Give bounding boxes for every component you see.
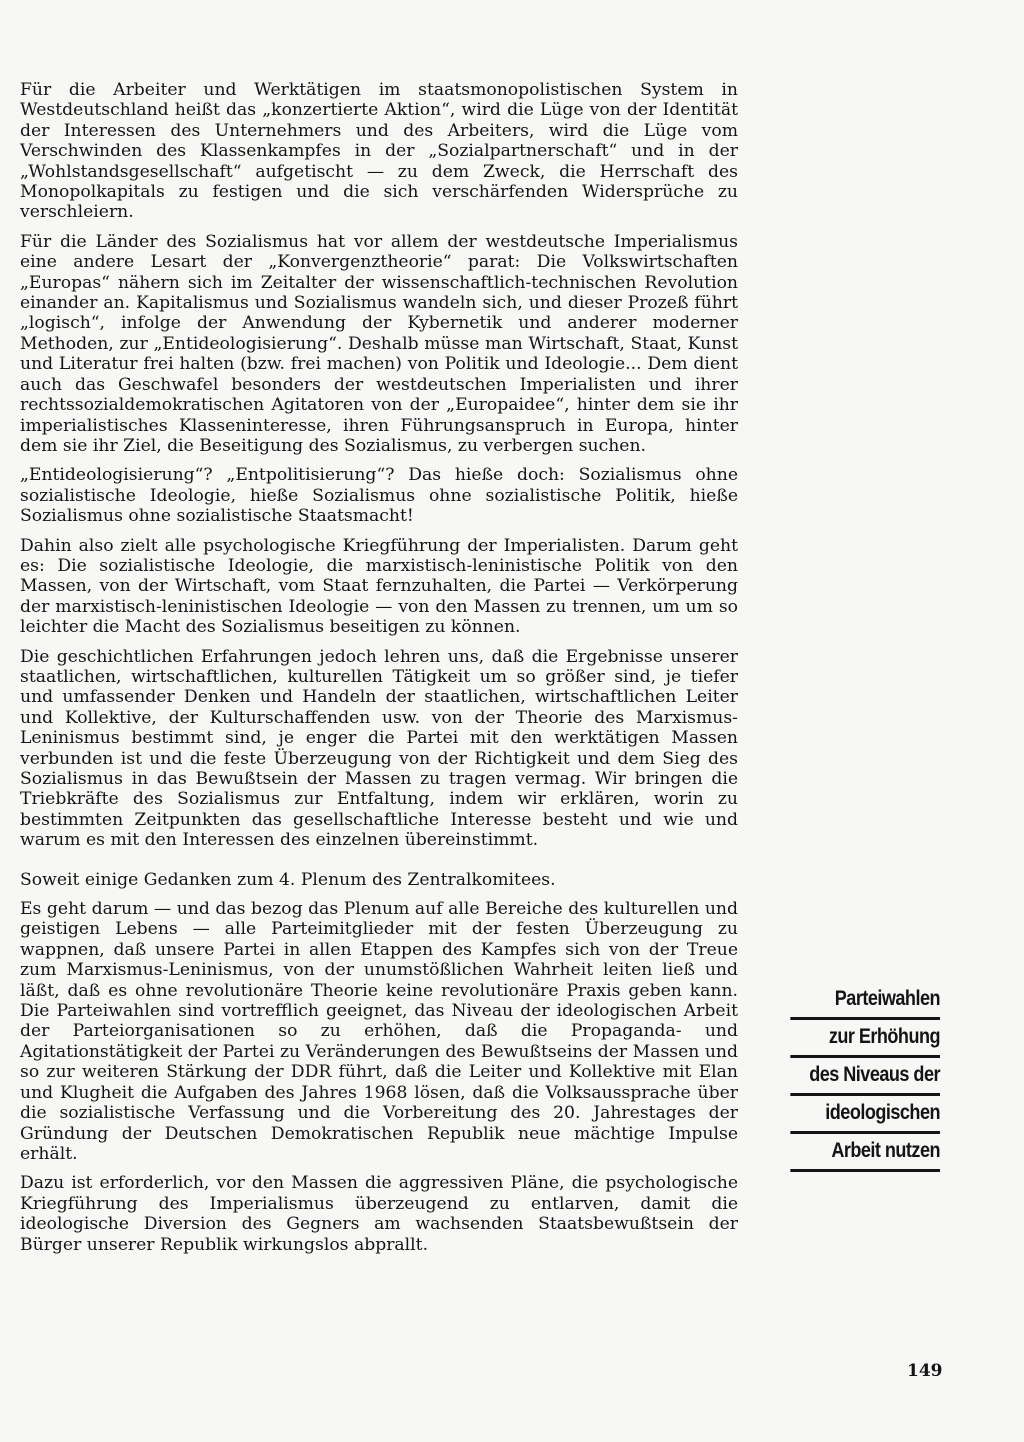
paragraph-5: Die geschichtlichen Erfahrungen jedoch lehren uns, daß die Ergebnisse unserer staatlichen, wirtschaftlichen, kulturellen Tätigkeit um so größer sind, je tiefer und umfassender Denken und Handeln der staatlichen, wirtschaftlichen Leiter und Kollektive, der Kulturschaffenden usw. von der Theorie des Marxismus-Leninismus bestimmt sind, je enger die Partei mit den werktätigen Massen verbunden ist und die feste Überzeugung von der Richtigkeit und dem Sieg des Sozialismus in das Bewußtsein der Massen zu tragen vermag. Wir bringen die Triebkräfte des Sozialismus zur Entfaltung, indem wir erklären, worin zu bestimmten Zeitpunkten das gesellschaftliche Interesse besteht und wie und warum es mit den Interessen des einzelnen übereinstimmt. bbox=[20, 646, 738, 851]
margin-heading-line-5: Arbeit nutzen bbox=[790, 1138, 940, 1172]
margin-heading-line-2: zur Erhöhung bbox=[790, 1024, 940, 1058]
body-text bbox=[20, 80, 738, 1264]
margin-heading-line-1: Parteiwahlen bbox=[790, 986, 940, 1020]
paragraph-8: Dazu ist erforderlich, vor den Massen die aggressiven Pläne, die psychologische Kriegführung des Imperialismus überzeugend zu entlarven, damit die ideologische Diversion des Gegners am wachsenden Staatsbewußtsein der Bürger unserer Republik wirkungslos abprallt. bbox=[20, 1173, 738, 1255]
margin-heading-line-3: des Niveaus der bbox=[790, 1062, 940, 1096]
paragraph-7: Es geht darum — und das bezog das Plenum auf alle Bereiche des kulturellen und geistigen Lebens — alle Parteimitglieder mit der festen Überzeugung zu wappnen, daß unsere Partei in allen Etappen des Kampfes sich von der Treue zum Marxismus-Leninismus, von der unumstößlichen Wahrheit leiten ließ und läßt, daß es ohne revolutionäre Theorie keine revolutionäre Praxis geben kann. Die Parteiwahlen sind vortrefflich geeignet, das Niveau der ideologischen Arbeit der Parteiorganisationen so zu erhöhen, daß die Propaganda- und Agitationstätigkeit der Partei zu Veränderungen des Bewußtseins der Massen und so zur weiteren Stärkung der DDR führt, daß die Leiter und Kollektive mit Elan und Klugheit die Aufgaben des Jahres 1968 lösen, daß die Volksaussprache über die sozialistische Verfassung und die Vorbereitung des 20. Jahrestages der Gründung der Deutschen Demokratischen Republik neue mächtige Impulse erhält. bbox=[20, 899, 738, 1164]
margin-heading-line-4: ideologischen bbox=[790, 1100, 940, 1134]
paragraph-2: Für die Länder des Sozialismus hat vor allem der westdeutsche Imperialismus eine andere Lesart der „Konvergenztheorie“ parat: Die Volkswirtschaften „Europas“ nähern sich im Zeitalter der wissenschaftlich-technischen Revolution einander an. Kapitalismus und Sozialismus wandeln sich, und dieser Prozeß führt „logisch“, infolge der Anwendung der Kybernetik und anderer moderner Methoden, zur „Entideologisierung“. Deshalb müsse man Wirtschaft, Staat, Kunst und Literatur frei halten (bzw. frei machen) von Politik und Ideologie... Dem dient auch das Geschwafel besonders der westdeutschen Imperialisten und ihrer rechtssozialdemokratischen Agitatoren von der „Europaidee“, hinter dem sie ihr imperialistisches Klasseninteresse, ihren Führungsanspruch in Europa, hinter dem sie ihr Ziel, die Beseitigung des Sozialismus, zu verbergen suchen. bbox=[20, 231, 738, 456]
paragraph-4: Dahin also zielt alle psychologische Kriegführung der Imperialisten. Darum geht es: Die sozialistische Ideologie, die marxistisch-leninistische Politik von den Massen, von der Wirtschaft, vom Staat fernzuhalten, die Partei — Verkörperung der marxistisch-leninistischen Ideologie — von den Massen zu trennen, um um so leichter die Macht des Sozialismus beseitigen zu können. bbox=[20, 535, 738, 638]
page-number: 149 bbox=[907, 1361, 943, 1381]
paragraph-6: Soweit einige Gedanken zum 4. Plenum des Zentralkomitees. bbox=[20, 869, 556, 890]
margin-heading bbox=[790, 986, 940, 1176]
paragraph-3: „Entideologisierung“? „Entpolitisierung“? Das hieße doch: Sozialismus ohne sozialistische Ideologie, hieße Sozialismus ohne sozialistische Politik, hieße Sozialismus ohne sozialistische Staatsmacht! bbox=[20, 465, 738, 527]
paragraph-1: Für die Arbeiter und Werktätigen im staatsmonopolistischen System in Westdeutschland heißt das „konzertierte Aktion“, wird die Lüge von der Identität der Interessen des Unternehmers und des Arbeiters, wird die Lüge vom Verschwinden des Klassenkampfes in der „Sozialpartnerschaft“ und in der „Wohlstandsgesellschaft“ aufgetischt — zu dem Zweck, die Herrschaft des Monopolkapitals zu festigen und die sich verschärfenden Widersprüche zu verschleiern. bbox=[20, 80, 738, 223]
